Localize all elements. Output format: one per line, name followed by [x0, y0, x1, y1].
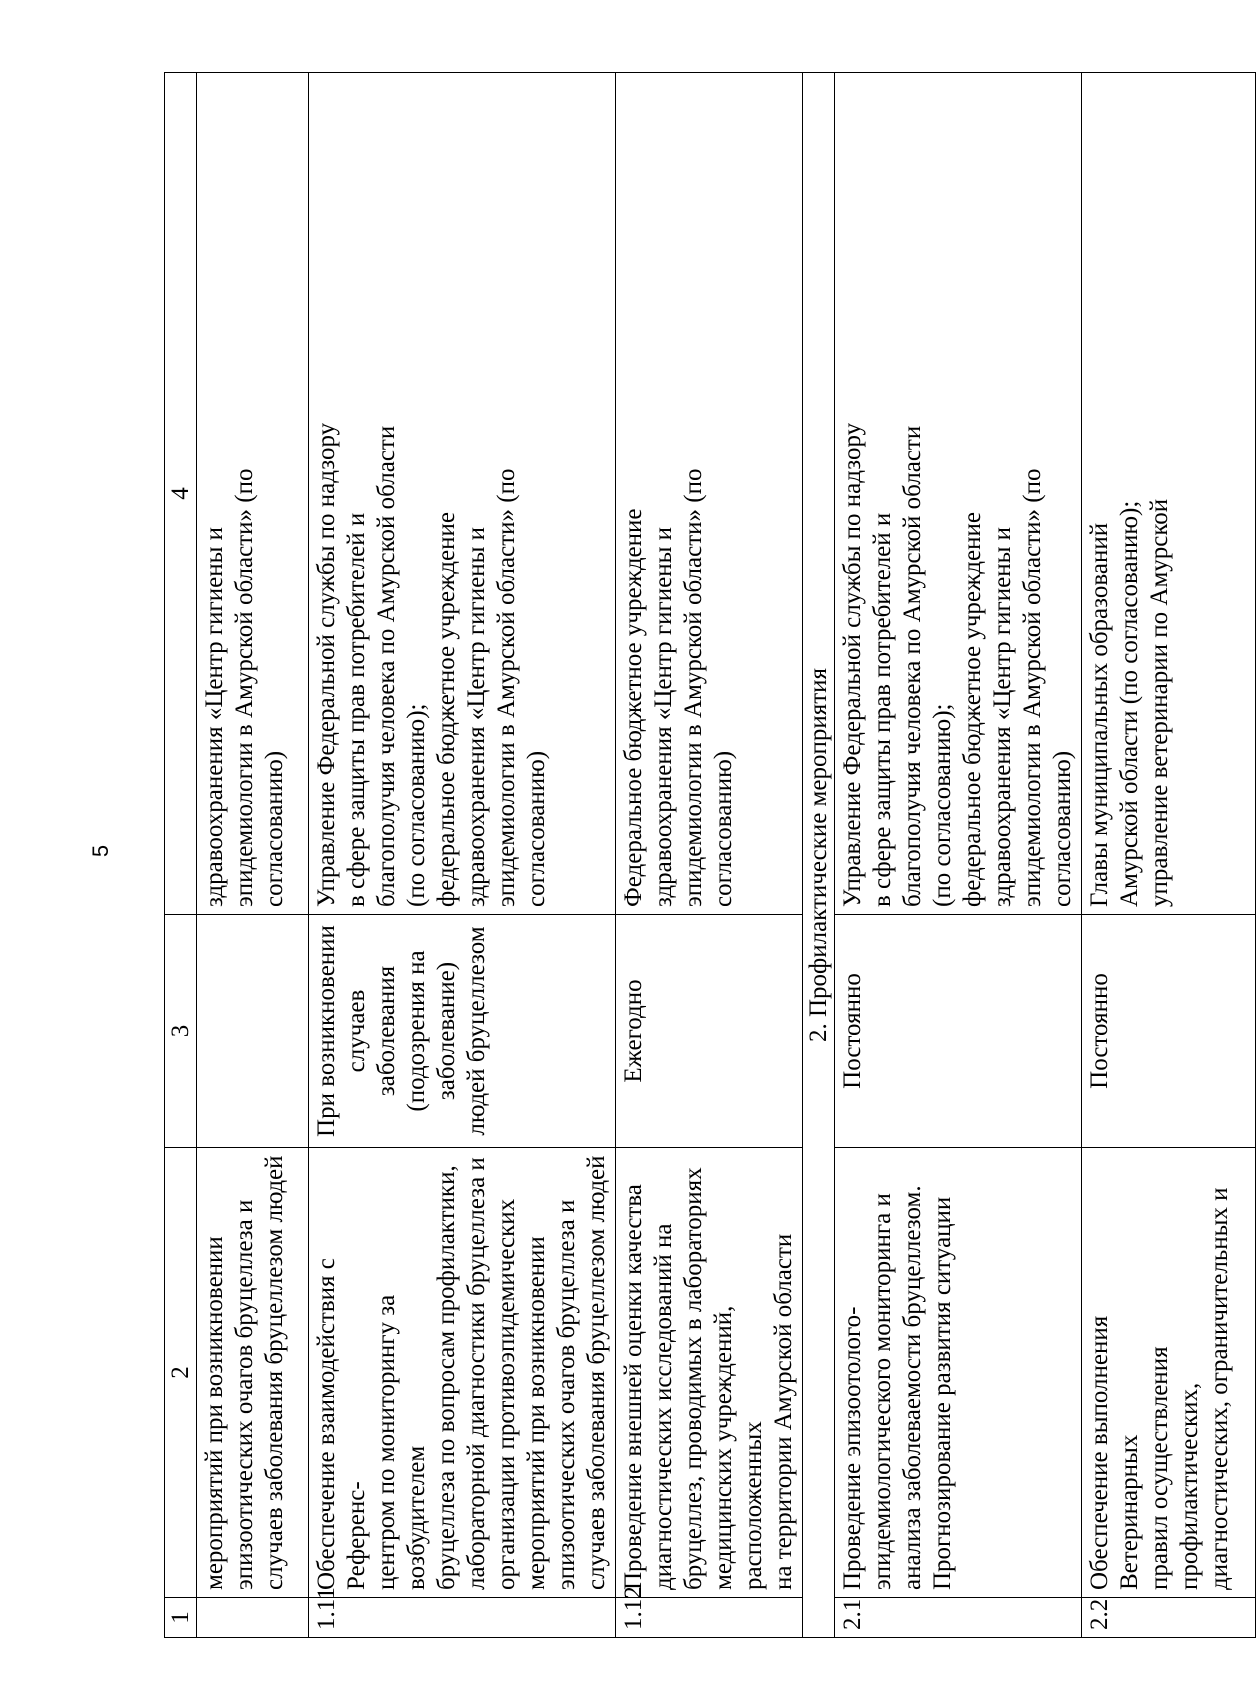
- row-term: Ежегодно: [616, 915, 803, 1148]
- header-col-4: 4: [165, 73, 197, 915]
- measures-table: [164, 72, 1256, 1638]
- row-executor: здравоохранения «Центр гигиены и эпидемиологии в Амурской области» (по согласованию): [197, 73, 309, 915]
- row-executor: Управление Федеральной службы по надзору в сфере защиты прав потребителей и благополучия человека по Амурской области (по согласованию); федеральное бюджетное учреждение здравоохранения «Центр гигиены и эпидемиологии в Амурской области» (по согласованию): [835, 73, 1082, 915]
- table-header-row: [165, 73, 197, 1638]
- section-header-row: [803, 73, 835, 1638]
- table-row: [309, 73, 616, 1638]
- row-activity: Проведение внешней оценки качества диагностических исследований на бруцеллез, проводимых в лабораториях медицинских учреждений, расположенных на территории Амурской области: [616, 1148, 803, 1598]
- row-executor: Главы муниципальных образований Амурской области (по согласованию); управление ветеринарии по Амурской: [1082, 73, 1256, 915]
- row-number: 2.2: [1082, 1598, 1256, 1638]
- row-activity: Обеспечение взаимодействия с Референс- центром по мониторингу за возбудителем бруцеллеза по вопросам профилактики, лабораторной диагностики бруцеллеза и организации противоэпидемических мероприятий при возникновении эпизоотических очагов бруцеллеза и случаев заболевания бруцеллезом людей: [309, 1148, 616, 1598]
- table-row: [1082, 73, 1256, 1638]
- row-term: При возникновении случаев заболевания (подозрения на заболевание) людей бруцеллезом: [309, 915, 616, 1148]
- row-term: Постоянно: [835, 915, 1082, 1148]
- row-activity: Проведение эпизоотолого- эпидемиологического мониторинга и анализа заболеваемости бруцеллезом. Прогнозирование развития ситуации: [835, 1148, 1082, 1598]
- row-activity: Обеспечение выполнения Ветеринарных правил осуществления профилактических, диагностических, ограничительных и: [1082, 1148, 1256, 1598]
- row-term: [197, 915, 309, 1148]
- row-number: 1.12: [616, 1598, 803, 1638]
- row-activity: мероприятий при возникновении эпизоотических очагов бруцеллеза и случаев заболевания бруцеллезом людей: [197, 1148, 309, 1598]
- row-term: Постоянно: [1082, 915, 1256, 1148]
- page-number: 5: [88, 844, 114, 858]
- rotated-table-container: [164, 73, 1233, 1638]
- row-number: [197, 1598, 309, 1638]
- table-row: [197, 73, 309, 1638]
- row-executor: Управление Федеральной службы по надзору в сфере защиты прав потребителей и благополучия человека по Амурской области (по согласованию); федеральное бюджетное учреждение здравоохранения «Центр гигиены и эпидемиологии в Амурской области» (по согласованию): [309, 73, 616, 915]
- header-col-2: 2: [165, 1148, 197, 1598]
- header-col-1: 1: [165, 1598, 197, 1638]
- header-col-3: 3: [165, 915, 197, 1148]
- table-row: [616, 73, 803, 1638]
- row-executor: Федеральное бюджетное учреждение здравоохранения «Центр гигиены и эпидемиологии в Амурской области» (по согласованию): [616, 73, 803, 915]
- table-row: [835, 73, 1082, 1638]
- row-number: 2.1: [835, 1598, 1082, 1638]
- section-title: 2. Профилактические мероприятия: [803, 73, 835, 1638]
- row-number: 1.11: [309, 1598, 616, 1638]
